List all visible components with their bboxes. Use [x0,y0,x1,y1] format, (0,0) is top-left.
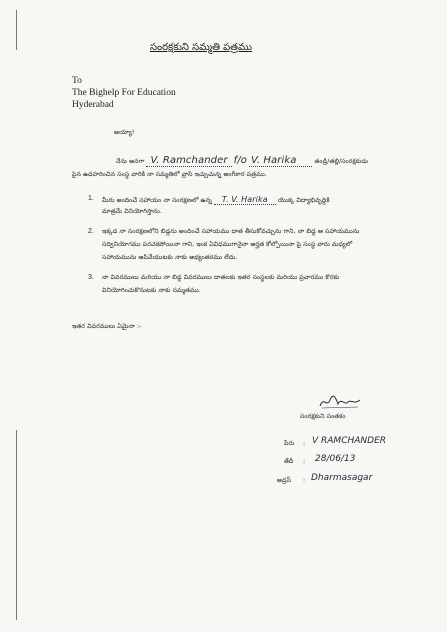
name-label: పేరు [284,440,295,447]
recipient-org: The Bighelp For Education [72,88,176,98]
other-details-label: ఇతర వివరములు ఏమైనా :- [72,323,142,330]
date-value-handwritten: 28/06/13 [315,454,356,464]
relation-handwritten: f/o [233,155,247,166]
to-label: To [72,76,82,86]
intro-relation-suffix: తండ్రి/తల్లి/సంరక్షకుడు [314,158,369,165]
point-2-line-1: ఇక్కడ నా సంరక్షణలోని బిడ్డను అందించే సహాయము దాత తీసుకోవచ్చును గాని, నా బిడ్డ ఆ సహాయమును [102,228,360,235]
scan-edge-bottom [16,430,17,620]
point-2-line-2: సద్వినియోగము పరచకపోయినా గాని, ఇంక ఏవిధముగానైనా అర్హత కోల్పోయినా పై సంస్థ వారు మధ్యలో [102,241,353,248]
point-2-number: 2. [88,228,94,235]
name-value-handwritten: V RAMCHANDER [312,436,387,446]
address-label: అడ్రస్ [277,477,292,484]
address-value-handwritten: Dharmasagar [311,473,373,483]
date-label: తేదీ [284,458,294,465]
date-colon: : [303,458,306,465]
recipient-city: Hyderabad [72,100,114,110]
point-1-line-1: మీరు అందించే సహాయం నా సంరక్షణలో ఉన్న T. V. Harika యొక్క విద్యాభివృద్ధికి [102,195,330,204]
student-name-handwritten: V. Harika [249,156,312,167]
signature-caption: సంరక్షకుని సంతకం [300,413,346,420]
address-colon: : [303,477,306,484]
intro-line-1 [116,156,368,167]
document-title: సంరక్షకుని సమ్మతి పత్రము [150,42,252,53]
point-3-line-1: నా వివరములు మరియు నా బిడ్డ వివరములు దాతలకు ఇతర సంస్థలకు మరియు ప్రచారము కొరకు [102,274,340,281]
point-3-line-2: వినియోగించుకొనుటకు నాకు సమ్మతము. [102,287,201,294]
point-3-number: 3. [88,274,94,281]
intro-prefix: నేను అనగా [116,158,145,165]
name-colon: : [303,440,306,447]
guardian-signature-icon [318,394,362,410]
point-2-line-3: సహాయమును ఆపివేయుటకు నాకు అభ్యంతరము లేదు. [102,254,238,261]
scan-edge-top [16,10,17,50]
guardian-name-handwritten: V. Ramchander [146,156,231,167]
intro-line-2: పైన ఉదహరించిన సంస్థ వారికి నా సమ్మతిలో వ్రాసి ఇచ్చుచున్న అంగీకార పత్రము. [72,171,267,178]
point-1-line-2: మాత్రమే వినియోగిస్తాను. [102,208,162,215]
point-1-name-handwritten: T. V. Harika [214,196,276,205]
point-1-number: 1. [88,195,94,202]
salutation: అయ్యా! [114,129,135,136]
